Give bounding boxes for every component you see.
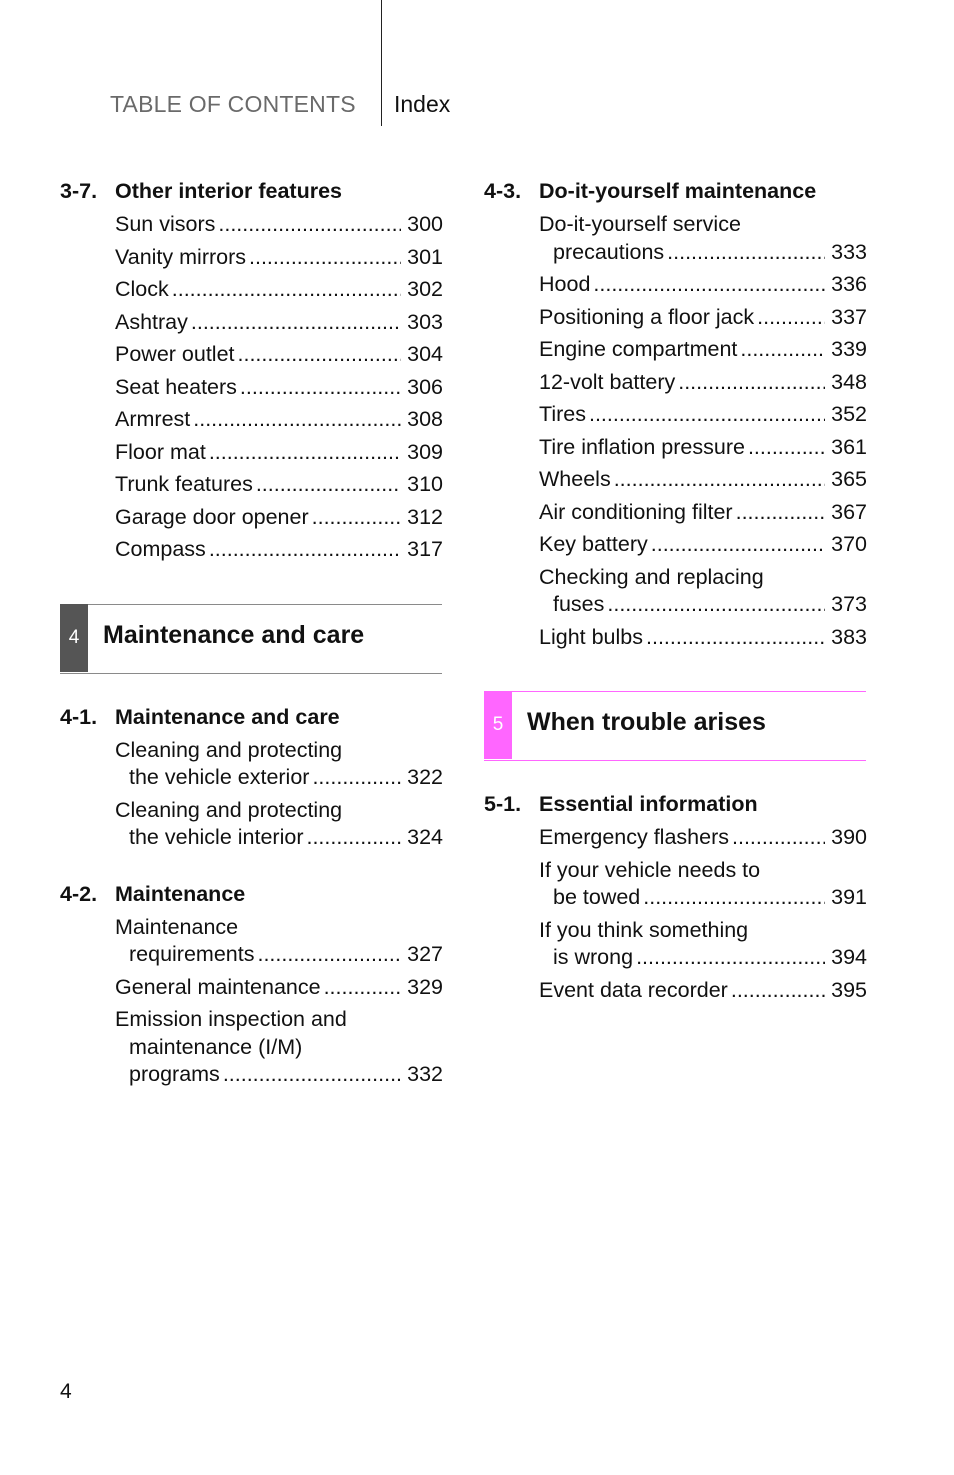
dot-leader bbox=[238, 341, 401, 369]
entry-page: 309 bbox=[407, 439, 443, 464]
entry-page: 329 bbox=[407, 974, 443, 999]
dot-leader bbox=[757, 304, 825, 332]
section-heading[interactable] bbox=[60, 881, 450, 908]
entry-text: Trunk features bbox=[115, 472, 253, 496]
entry-page: 361 bbox=[831, 434, 867, 459]
toc-entry-sun-visors[interactable] bbox=[115, 211, 443, 239]
toc-entry-light-bulbs[interactable] bbox=[539, 624, 867, 652]
dot-leader bbox=[306, 824, 401, 852]
toc-entry-compass[interactable] bbox=[115, 536, 443, 564]
section-heading[interactable] bbox=[484, 791, 874, 818]
dot-leader bbox=[678, 369, 825, 397]
entry-page: 306 bbox=[407, 374, 443, 399]
entry-text: be towed bbox=[553, 885, 641, 909]
section-4-1 bbox=[60, 704, 450, 852]
entry-text: precautions bbox=[553, 239, 665, 264]
dot-leader bbox=[740, 336, 825, 364]
dot-leader bbox=[172, 276, 401, 304]
entry-text: Compass bbox=[115, 537, 206, 561]
dot-leader bbox=[593, 271, 825, 299]
entry-page: 390 bbox=[831, 825, 867, 849]
toc-entry-emission-inspection[interactable] bbox=[115, 1006, 443, 1089]
entry-page: 339 bbox=[831, 337, 867, 361]
section-number: 4-1. bbox=[60, 704, 98, 729]
toc-entry-something-wrong[interactable] bbox=[539, 917, 867, 972]
toc-entry-trunk-features[interactable] bbox=[115, 471, 443, 499]
entry-text-line: maintenance (I/M) bbox=[129, 1034, 303, 1059]
entry-page: 327 bbox=[407, 942, 443, 966]
section-heading[interactable] bbox=[484, 178, 874, 205]
entry-text-line: Checking and replacing bbox=[539, 564, 764, 589]
toc-entry-tires[interactable] bbox=[539, 401, 867, 429]
entry-page: 324 bbox=[407, 825, 443, 849]
entry-text-line: If you think something bbox=[539, 917, 749, 942]
dot-leader bbox=[312, 504, 401, 532]
entry-page: 310 bbox=[407, 472, 443, 496]
section-title: Do-it-yourself maintenance bbox=[539, 179, 817, 203]
dot-leader bbox=[614, 466, 825, 494]
dot-leader bbox=[589, 401, 825, 429]
section-4-3 bbox=[484, 178, 874, 651]
section-heading[interactable] bbox=[60, 704, 450, 731]
dot-leader bbox=[324, 974, 401, 1002]
toc-entry-floor-jack[interactable] bbox=[539, 304, 867, 332]
section-number: 3-7. bbox=[60, 179, 98, 203]
entry-text: Seat heaters bbox=[115, 374, 237, 399]
chapter-5-banner[interactable] bbox=[484, 691, 866, 761]
left-column bbox=[60, 178, 450, 1094]
toc-entry-tire-inflation[interactable] bbox=[539, 434, 867, 462]
toc-entry-emergency-flashers[interactable] bbox=[539, 824, 867, 852]
entry-text-line: Maintenance bbox=[115, 914, 239, 939]
entry-text: Engine compartment bbox=[539, 337, 738, 361]
entry-text: Air conditioning filter bbox=[539, 499, 733, 524]
toc-entry-maintenance-requirements[interactable] bbox=[115, 914, 443, 969]
dot-leader bbox=[240, 374, 401, 402]
dot-leader bbox=[667, 239, 825, 267]
dot-leader bbox=[191, 309, 401, 337]
dot-leader bbox=[312, 764, 401, 792]
entry-text: Tire inflation pressure bbox=[539, 434, 745, 459]
entry-page: 367 bbox=[831, 499, 867, 524]
toc-entry-towing[interactable] bbox=[539, 857, 867, 912]
entry-text: Key battery bbox=[539, 532, 648, 556]
entry-text: Armrest bbox=[115, 407, 191, 431]
toc-entry-clock[interactable] bbox=[115, 276, 443, 304]
entry-text: Positioning a floor jack bbox=[539, 304, 755, 329]
entry-text: Ashtray bbox=[115, 309, 188, 334]
toc-entry-cleaning-interior[interactable] bbox=[115, 797, 443, 852]
chapter-4-banner[interactable] bbox=[60, 604, 442, 674]
dot-leader bbox=[249, 244, 401, 272]
header-index-link[interactable]: Index bbox=[394, 91, 451, 117]
entry-text: is wrong bbox=[553, 945, 634, 969]
toc-entry-garage-door-opener[interactable] bbox=[115, 504, 443, 532]
entry-page: 365 bbox=[831, 467, 867, 491]
entry-page: 395 bbox=[831, 977, 867, 1002]
dot-leader bbox=[643, 884, 825, 912]
entry-text-line: Do-it-yourself service bbox=[539, 212, 741, 236]
entry-page: 394 bbox=[831, 945, 867, 969]
entry-page: 303 bbox=[407, 309, 443, 334]
entry-page: 337 bbox=[831, 304, 867, 329]
entry-page: 322 bbox=[407, 765, 443, 789]
dot-leader bbox=[223, 1061, 401, 1089]
toc-entry-diy-precautions[interactable] bbox=[539, 211, 867, 266]
dot-leader bbox=[651, 531, 825, 559]
chapter-number-tab: 5 bbox=[484, 691, 512, 759]
entry-text-line: If your vehicle needs to bbox=[539, 857, 761, 882]
toc-entry-key-battery[interactable] bbox=[539, 531, 867, 559]
section-number: 5-1. bbox=[484, 792, 522, 816]
entry-page: 373 bbox=[831, 592, 867, 616]
dot-leader bbox=[731, 977, 825, 1005]
section-4-2 bbox=[60, 881, 450, 1089]
entry-page: 301 bbox=[407, 244, 443, 269]
section-3-7 bbox=[60, 178, 450, 564]
entry-text: Wheels bbox=[539, 467, 611, 491]
toc-entry-engine-compartment[interactable] bbox=[539, 336, 867, 364]
dot-leader bbox=[607, 591, 825, 619]
dot-leader bbox=[257, 941, 401, 969]
entry-text: Floor mat bbox=[115, 439, 206, 464]
header-divider bbox=[381, 0, 382, 126]
section-title: Other interior features bbox=[115, 179, 342, 203]
entry-text: Emergency flashers bbox=[539, 825, 729, 849]
entry-text: Garage door opener bbox=[115, 504, 309, 529]
right-column bbox=[484, 178, 874, 1009]
toc-entry-ashtray[interactable] bbox=[115, 309, 443, 337]
header-section-label: TABLE OF CONTENTS bbox=[110, 91, 356, 117]
entry-text: programs bbox=[129, 1062, 220, 1086]
entry-page: 333 bbox=[831, 239, 867, 264]
toc-entry-cleaning-exterior[interactable] bbox=[115, 737, 443, 792]
toc-entry-fuses[interactable] bbox=[539, 564, 867, 619]
toc-entry-floor-mat[interactable] bbox=[115, 439, 443, 467]
entry-page: 383 bbox=[831, 624, 867, 649]
entry-text-line: Emission inspection and bbox=[115, 1007, 347, 1031]
toc-entry-general-maintenance[interactable] bbox=[115, 974, 443, 1002]
entry-text: General maintenance bbox=[115, 974, 321, 999]
toc-entry-vanity-mirrors[interactable] bbox=[115, 244, 443, 272]
entry-page: 352 bbox=[831, 402, 867, 426]
section-title: Maintenance bbox=[115, 881, 246, 906]
dot-leader bbox=[218, 211, 401, 239]
entry-page: 300 bbox=[407, 212, 443, 236]
entry-page: 332 bbox=[407, 1062, 443, 1086]
entry-text: Power outlet bbox=[115, 342, 235, 366]
section-number: 4-3. bbox=[484, 179, 522, 203]
entry-page: 336 bbox=[831, 272, 867, 296]
entry-text: 12-volt battery bbox=[539, 369, 676, 394]
entry-page: 370 bbox=[831, 532, 867, 556]
dot-leader bbox=[646, 624, 825, 652]
entry-page: 302 bbox=[407, 277, 443, 301]
entry-page: 391 bbox=[831, 885, 867, 909]
entry-text: Tires bbox=[539, 402, 586, 426]
dot-leader bbox=[732, 824, 825, 852]
toc-entry-event-data-recorder[interactable] bbox=[539, 977, 867, 1005]
toc-entry-power-outlet[interactable] bbox=[115, 341, 443, 369]
dot-leader bbox=[209, 439, 401, 467]
entry-text: Hood bbox=[539, 272, 591, 296]
toc-entry-hood[interactable] bbox=[539, 271, 867, 299]
toc-entry-wheels[interactable] bbox=[539, 466, 867, 494]
entry-text: Event data recorder bbox=[539, 977, 728, 1002]
entry-text-line: Cleaning and protecting bbox=[115, 737, 343, 762]
dot-leader bbox=[193, 406, 401, 434]
chapter-number-tab: 4 bbox=[60, 604, 88, 672]
entry-text: the vehicle interior bbox=[129, 825, 304, 849]
entry-text: Vanity mirrors bbox=[115, 244, 247, 269]
page-number: 4 bbox=[60, 1380, 72, 1403]
entry-page: 308 bbox=[407, 407, 443, 431]
toc-entry-seat-heaters[interactable] bbox=[115, 374, 443, 402]
entry-page: 304 bbox=[407, 342, 443, 366]
section-title: Maintenance and care bbox=[115, 704, 340, 729]
toc-entry-12-volt-battery[interactable] bbox=[539, 369, 867, 397]
entry-page: 348 bbox=[831, 369, 867, 394]
chapter-title: Maintenance and care bbox=[103, 620, 365, 649]
dot-leader bbox=[748, 434, 825, 462]
toc-entry-ac-filter[interactable] bbox=[539, 499, 867, 527]
section-title: Essential information bbox=[539, 792, 758, 816]
entry-text: Clock bbox=[115, 277, 169, 301]
dot-leader bbox=[209, 536, 401, 564]
toc-entry-armrest[interactable] bbox=[115, 406, 443, 434]
entry-page: 312 bbox=[407, 504, 443, 529]
dot-leader bbox=[636, 944, 825, 972]
section-5-1 bbox=[484, 791, 874, 1004]
chapter-title: When trouble arises bbox=[527, 708, 766, 736]
entry-page: 317 bbox=[407, 537, 443, 561]
entry-text: Sun visors bbox=[115, 212, 216, 236]
entry-text: fuses bbox=[553, 592, 605, 616]
entry-text: requirements bbox=[129, 942, 255, 966]
section-heading[interactable] bbox=[60, 178, 450, 205]
dot-leader bbox=[256, 471, 401, 499]
section-number: 4-2. bbox=[60, 881, 98, 906]
entry-text: the vehicle exterior bbox=[129, 765, 310, 789]
dot-leader bbox=[736, 499, 825, 527]
entry-text-line: Cleaning and protecting bbox=[115, 797, 343, 822]
entry-text: Light bulbs bbox=[539, 624, 643, 649]
